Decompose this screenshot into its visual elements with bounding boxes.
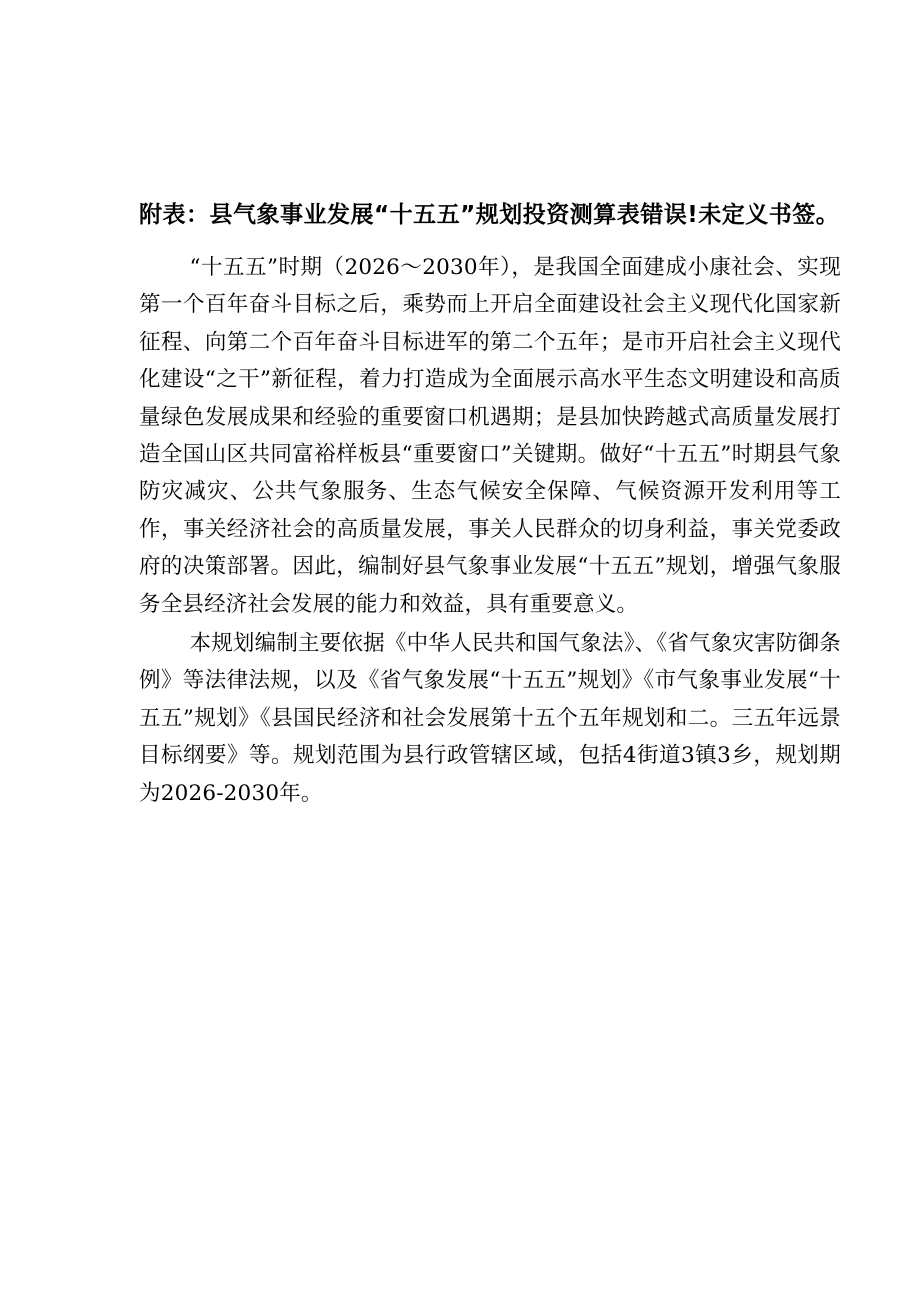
document-title: 附表：县气象事业发展“十五五”规划投资测算表错误!未定义书签。	[139, 202, 840, 228]
document-body	[139, 199, 841, 812]
paragraph-basis-scope: 本规划编制主要依据《中华人民共和国气象法》、《省气象灾害防御条例》等法律法规，以及《省气象发展“十五五”规划》《市气象事业发展“十五五”规划》《县国民经济和社会发展第十五个五年规划和二。三五年远景目标纲要》等。规划范围为县行政管辖区域，包括4街道3镇3乡，规划期为2026-2030年。	[139, 631, 841, 806]
paragraph-background: “十五五”时期（2026～2030年），是我国全面建成小康社会、实现第一个百年奋斗目标之后，乘势而上开启全面建设社会主义现代化国家新征程、向第二个百年奋斗目标进军的第二个五年；是市开启社会主义现代化建设“之干”新征程，着力打造成为全面展示高水平生态文明建设和高质量绿色发展成果和经验的重要窗口机遇期；是县加快跨越式高质量发展打造全国山区共同富裕样板县“重要窗口”关键期。做好“十五五”时期县气象防灾减灾、公共气象服务、生态气候安全保障、气候资源开发利用等工作，事关经济社会的高质量发展，事关人民群众的切身利益，事关党委政府的决策部署。因此，编制好县气象事业发展“十五五”规划，增强气象服务全县经济社会发展的能力和效益，具有重要意义。	[139, 255, 841, 617]
